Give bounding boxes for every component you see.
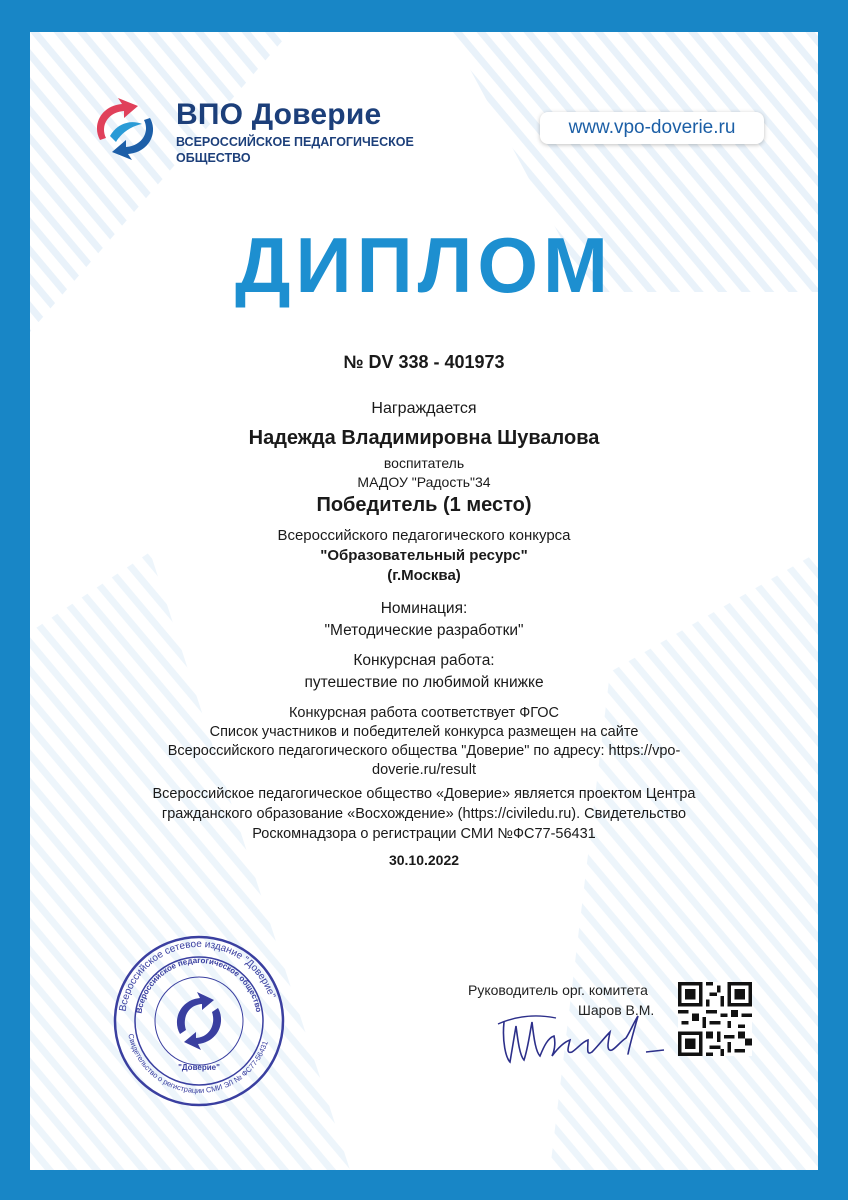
diploma-title: ДИПЛОМ [234,221,614,309]
awarded-label: Награждается [371,400,477,417]
work-value: путешествие по любимой книжке [304,674,544,691]
diploma-page [30,32,818,1170]
fgos-line: Список участников и победителей конкурса размещен на сайте [209,724,639,740]
fgos-line: Всероссийского педагогического общества "Доверие" по адресу: https://vpo- [167,743,681,759]
logo-title: ВПО Доверие [176,98,382,131]
certificate-number: № DV 338 - 401973 [343,352,505,372]
logo-subtitle: ВСЕРОССИЙСКОЕ ПЕДАГОГИЧЕСКОЕ ОБЩЕСТВО [176,135,414,165]
contest-type: Всероссийского педагогического конкурса [277,527,571,544]
handwritten-signature [496,992,676,1072]
stamp-outer-text: Всероссийское сетевое издание "Доверие" [117,938,278,1013]
contest-name: "Образовательный ресурс" [320,547,528,564]
contest-city: (г.Москва) [387,567,461,584]
project-line: Всероссийское педагогическое общество «Доверие» является проектом Центра [152,786,696,802]
stamp-seal [112,934,286,1108]
recipient-position: воспитатель [383,455,465,471]
signature-label: Руководитель орг. комитета [468,982,648,998]
fgos-line: doverie.ru/result [372,762,476,778]
website-badge[interactable]: www.vpo-doverie.ru [540,112,764,144]
stamp-center-text: "Доверие" [178,1063,220,1072]
fgos-line: Конкурсная работа соответствует ФГОС [288,705,560,721]
project-line: Роскомнадзора о регистрации СМИ №ФС77-56431 [252,826,596,842]
stamp-bottom-text: Свидетельство о регистрации СМИ ЭЛ № ФС77-56431 [126,1032,270,1095]
fgos-notice [90,704,758,780]
award-place: Победитель (1 место) [316,494,532,516]
recipient-name: Надежда Владимировна Шувалова [248,427,600,449]
logo-icon [88,96,162,162]
qr-code[interactable] [678,982,752,1056]
project-notice [90,784,758,844]
recipient-organization: МАДОУ "Радость"34 [357,474,491,490]
nomination-value: "Методические разработки" [324,622,524,639]
work-label: Конкурсная работа: [353,652,495,669]
project-line: гражданского образование «Восхождение» (https://civiledu.ru). Свидетельство [161,806,687,822]
stamp-inner-text: Всероссийское педагогическое общество [134,955,264,1015]
nomination-label: Номинация: [380,600,468,617]
issue-date: 30.10.2022 [388,852,460,868]
signature-name: Шаров В.М. [578,1002,655,1018]
